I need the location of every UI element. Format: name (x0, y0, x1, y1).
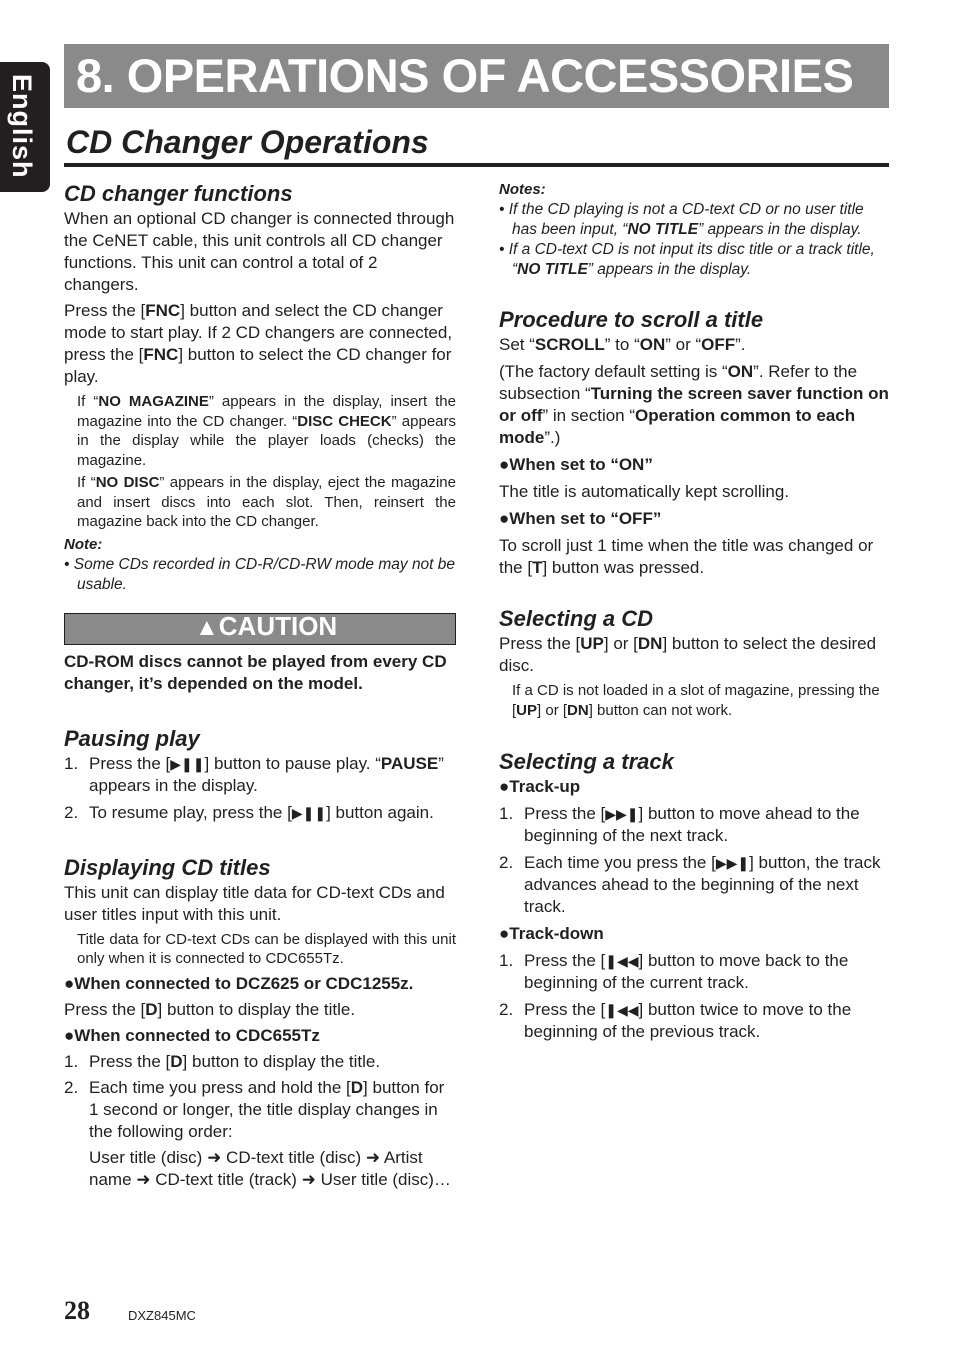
bullet-heading: ●Track-up (499, 777, 581, 796)
paragraph: (The factory default setting is “ON”. Refer to the subsection “Turning the screen saver function on or off” in section “Operation common to each mode”.) (499, 362, 889, 447)
bullet-heading: ●When connected to DCZ625 or CDC1255z. (64, 973, 414, 993)
paragraph: Press the [UP] or [DN] button to select the desired disc. (499, 634, 877, 675)
language-tab (0, 62, 50, 192)
heading-displaying-cd-titles: Displaying CD titles (64, 854, 271, 880)
section-title: CD Changer Operations (66, 124, 429, 160)
sub-note: If “NO MAGAZINE” appears in the display, insert the magazine into the CD changer. “DISC CHECK” appears in the display while the player loads (checks) the magazine. (77, 393, 457, 469)
paragraph: To scroll just 1 time when the title was changed or the [T] button was pressed. (499, 536, 874, 577)
paragraph: This unit can display title data for CD-text CDs and user titles input with this unit. (64, 882, 445, 924)
note-item: • If a CD-text CD is not input its disc title or a track title, “NO TITLE” appears in the display. (499, 241, 875, 278)
heading-selecting-a-cd: Selecting a CD (499, 606, 654, 631)
list-item: 1. Press the [▶▶❚] button to move ahead to the beginning of the next track. (499, 804, 860, 845)
bullet-heading: ●Track-down (499, 924, 604, 943)
bullet-icon: ● (499, 777, 510, 796)
steps-list (499, 803, 891, 918)
previous-track-icon: ❚◀◀ (605, 1002, 639, 1018)
steps-list (499, 950, 891, 1043)
next-track-icon: ▶▶❚ (715, 855, 750, 871)
list-item: 2. Press the [❚◀◀] button twice to move to the beginning of the previous track. (499, 1000, 852, 1041)
play-pause-icon: ▶❚❚ (291, 804, 327, 821)
section-divider (64, 163, 889, 167)
list-item: 2. Each time you press and hold the [D] button for 1 second or longer, the title display changes in the following order: (64, 1077, 445, 1141)
paragraph: When an optional CD changer is connected through the CeNET cable, this unit controls all CD changer functions. This unit can control a total of 2 changers. (64, 209, 455, 294)
paragraph: Set “SCROLL” to “ON” or “OFF”. (499, 335, 746, 354)
note-item: • Some CDs recorded in CD-R/CD-RW mode may not be usable. (64, 555, 456, 593)
list-item: 2. Each time you press the [▶▶❚] button, the track advances ahead to the beginning of the next track. (499, 853, 881, 916)
page-number: 28 (64, 1296, 90, 1325)
heading-pausing-play: Pausing play (64, 725, 200, 751)
bullet-icon: ● (64, 973, 75, 993)
caution-text: CD-ROM discs cannot be played from every CD changer, it’s depended on the model. (64, 651, 447, 693)
note-item: • If the CD playing is not a CD-text CD or no user title has been input, “NO TITLE” appears in the display. (499, 201, 864, 238)
next-track-icon: ▶▶❚ (605, 806, 639, 822)
left-column (64, 180, 456, 1191)
steps-list (64, 1051, 456, 1191)
note-heading: Note: (64, 535, 103, 553)
bullet-icon: ● (499, 455, 510, 474)
bullet-heading: ●When set to “OFF” (499, 509, 662, 528)
caution-label: CAUTION (218, 610, 338, 641)
bullet-icon: ● (64, 1025, 75, 1045)
heading-cd-changer-functions: CD changer functions (64, 181, 293, 206)
warning-triangle-icon: ▲ (195, 613, 219, 641)
heading-selecting-a-track: Selecting a track (499, 749, 674, 774)
right-column (499, 180, 891, 1043)
list-item: User title (disc) ➜ CD-text title (disc) ➜ Artist name ➜ CD-text title (track) ➜ User title (disc)… (89, 1147, 451, 1189)
list-item: 2. To resume play, press the [▶❚❚] button again. (64, 802, 434, 822)
play-pause-icon: ▶❚❚ (170, 755, 205, 772)
paragraph: The title is automatically kept scrolling. (499, 482, 790, 501)
chapter-title: 8. OPERATIONS OF ACCESSORIES (76, 49, 854, 102)
sub-note: Title data for CD-text CDs can be displayed with this unit only when it is connected to CDC655Tz. (77, 930, 456, 967)
bullet-icon: ● (499, 509, 510, 528)
heading-procedure-to-scroll: Procedure to scroll a title (499, 307, 764, 332)
language-label: English (7, 74, 37, 179)
bullet-heading: ●When set to “ON” (499, 455, 653, 474)
sub-note: If “NO DISC” appears in the display, eject the magazine and insert discs into each slot. Then, reinsert the magazine back into the CD changer. (77, 474, 456, 530)
list-item: 1. Press the [▶❚❚] button to pause play. “PAUSE” appears in the display. (64, 753, 444, 795)
paragraph: Press the [D] button to display the title. (64, 999, 356, 1019)
bullet-icon: ● (499, 924, 510, 943)
paragraph: Press the [FNC] button and select the CD changer mode to start play. If 2 CD changers are connected, press the [FNC] button to select the CD changer for play. (64, 301, 453, 386)
caution-box (64, 610, 456, 645)
chapter-banner (64, 44, 889, 108)
sub-note: If a CD is not loaded in a slot of magazine, pressing the [UP] or [DN] button can not work. (512, 682, 880, 719)
notes-heading: Notes: (499, 181, 546, 198)
bullet-heading: ●When connected to CDC655Tz (64, 1025, 320, 1045)
list-item: 1. Press the [❚◀◀] button to move back to the beginning of the current track. (499, 951, 849, 992)
steps-list (64, 753, 456, 824)
model-number: DXZ845MC (128, 1308, 196, 1323)
caution-label-wrap (195, 610, 338, 641)
list-item: 1. Press the [D] button to display the title. (64, 1051, 381, 1071)
previous-track-icon: ❚◀◀ (605, 953, 639, 969)
